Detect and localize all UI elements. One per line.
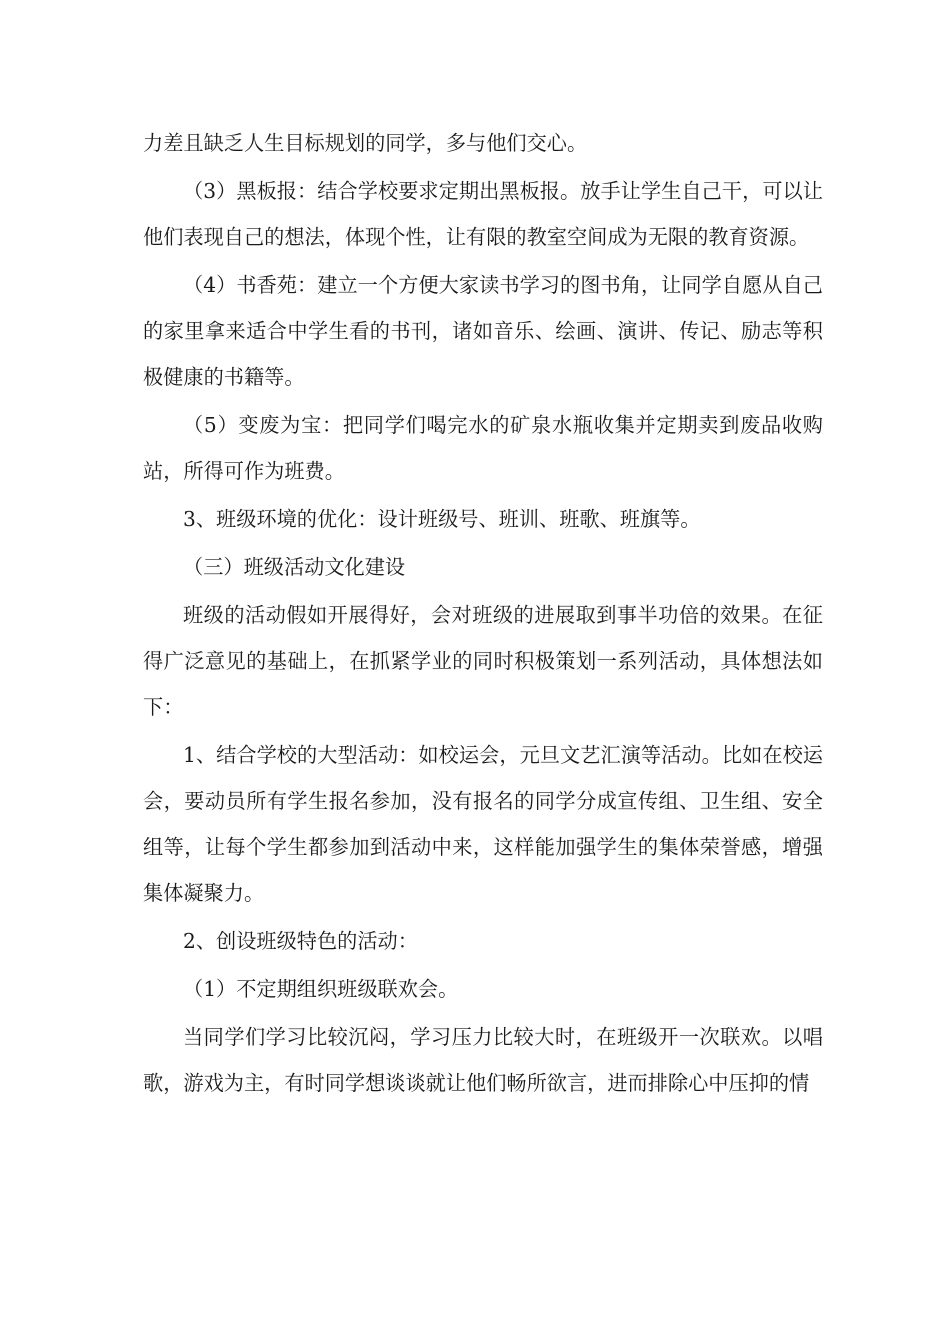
paragraph-continuation: 力差且缺乏人生目标规划的同学，多与他们交心。 (143, 131, 588, 155)
paragraph-environment: 3、班级环境的优化：设计班级号、班训、班歌、班旗等。 (183, 507, 701, 531)
paragraph-recycling: （5）变废为宝：把同学们喝完水的矿泉水瓶收集并定期卖到废品收购站，所得可作为班费。 (143, 413, 823, 483)
paragraph-school-events: 1、结合学校的大型活动：如校运会，元旦文艺汇演等活动。比如在校运会，要动员所有学生报名参加，没有报名的同学分成宣传组、卫生组、安全组等，让每个学生都参加到活动中来，这样能加强学生的集体荣誉感，增强集体凝聚力。 (143, 743, 823, 905)
paragraph-blackboard: （3）黑板报：结合学校要求定期出黑板报。放手让学生自己干，可以让他们表现自己的想法，体现个性，让有限的教室空间成为无限的教育资源。 (143, 179, 823, 249)
section-heading-activities: （三）班级活动文化建设 (183, 555, 406, 579)
document-body (143, 120, 823, 1108)
paragraph-activities-intro: 班级的活动假如开展得好，会对班级的进展取到事半功倍的效果。在征得广泛意见的基础上，在抓紧学业的同时积极策划一系列活动，具体想法如下： (143, 603, 823, 719)
paragraph-class-features: 2、创设班级特色的活动： (183, 929, 418, 953)
paragraph-party: （1）不定期组织班级联欢会。 (183, 977, 459, 1001)
paragraph-party-detail: 当同学们学习比较沉闷，学习压力比较大时，在班级开一次联欢。以唱歌，游戏为主，有时同学想谈谈就让他们畅所欲言，进而排除心中压抑的情 (143, 1025, 823, 1095)
paragraph-book-corner: （4）书香苑：建立一个方便大家读书学习的图书角，让同学自愿从自己的家里拿来适合中学生看的书刊，诸如音乐、绘画、演讲、传记、励志等积极健康的书籍等。 (143, 273, 823, 389)
